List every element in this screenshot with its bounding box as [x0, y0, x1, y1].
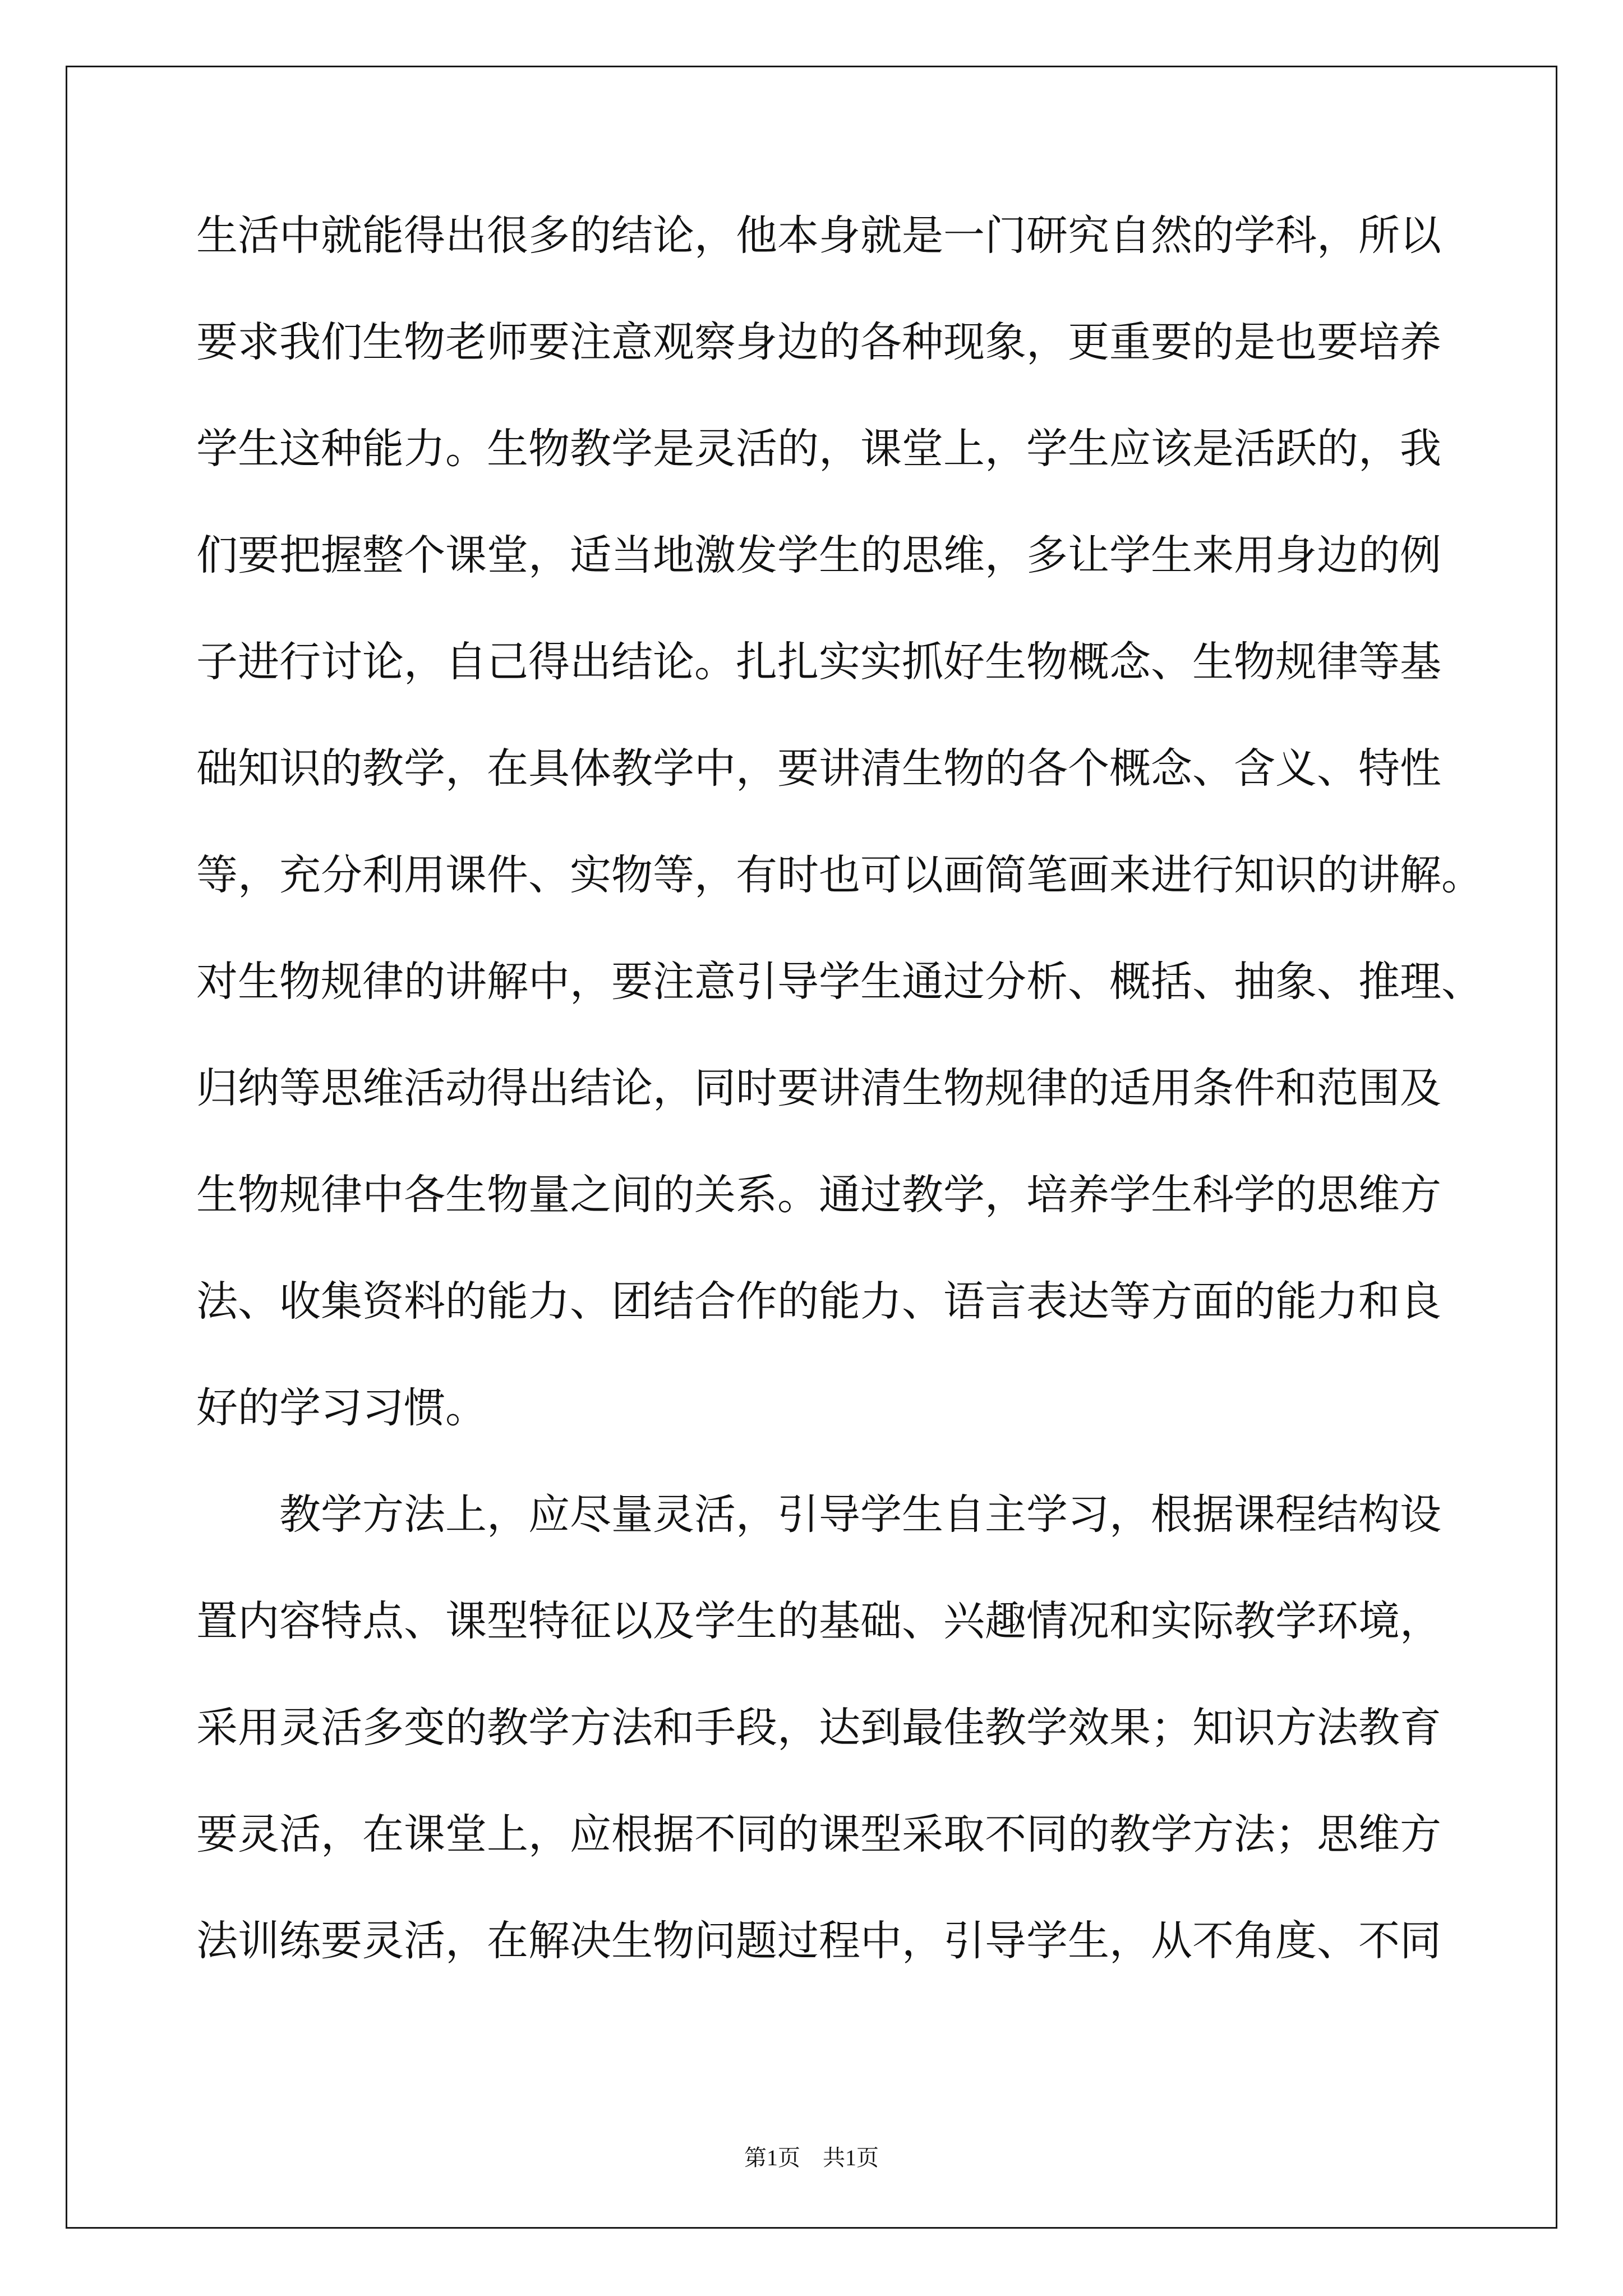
- text-line: 要求我们生物老师要注意观察身边的各种现象，更重要的是也要培养: [196, 318, 1441, 366]
- text-line: 好的学习习惯。: [196, 1384, 487, 1432]
- text-line: 置内容特点、课型特征以及学生的基础、兴趣情况和实际教学环境，: [196, 1597, 1441, 1645]
- text-line: 对生物规律的讲解中，要注意引导学生通过分析、概括、抽象、推理、: [196, 958, 1483, 1006]
- text-line: 法训练要灵活，在解决生物问题过程中，引导学生，从不角度、不同: [196, 1917, 1441, 1965]
- document-body: [196, 202, 1483, 2014]
- text-line: 教学方法上，应尽量灵活，引导学生自主学习，根据课程结构设: [196, 1490, 1441, 1539]
- text-line: 生物规律中各生物量之间的关系。通过教学，培养学生科学的思维方: [196, 1171, 1441, 1219]
- text-line: 子进行讨论，自己得出结论。扎扎实实抓好生物概念、生物规律等基: [196, 638, 1441, 686]
- text-line: 们要把握整个课堂，适当地激发学生的思维，多让学生来用身边的例: [196, 531, 1441, 579]
- text-line: 归纳等思维活动得出结论，同时要讲清生物规律的适用条件和范围及: [196, 1064, 1441, 1112]
- text-line: 法、收集资料的能力、团结合作的能力、语言表达等方面的能力和良: [196, 1277, 1441, 1326]
- text-line: 学生这种能力。生物教学是灵活的，课堂上，学生应该是活跃的，我: [196, 425, 1441, 473]
- page-footer: 第1页 共1页: [744, 2145, 879, 2170]
- text-line: 生活中就能得出很多的结论，他本身就是一门研究自然的学科，所以: [196, 211, 1441, 260]
- text-line: 采用灵活多变的教学方法和手段，达到最佳教学效果；知识方法教育: [196, 1704, 1441, 1752]
- text-line: 要灵活，在课堂上，应根据不同的课型采取不同的教学方法；思维方: [196, 1810, 1441, 1858]
- text-line: 等，充分利用课件、实物等，有时也可以画简笔画来进行知识的讲解。: [196, 851, 1483, 899]
- text-line: 础知识的教学，在具体教学中，要讲清生物的各个概念、含义、特性: [196, 744, 1441, 793]
